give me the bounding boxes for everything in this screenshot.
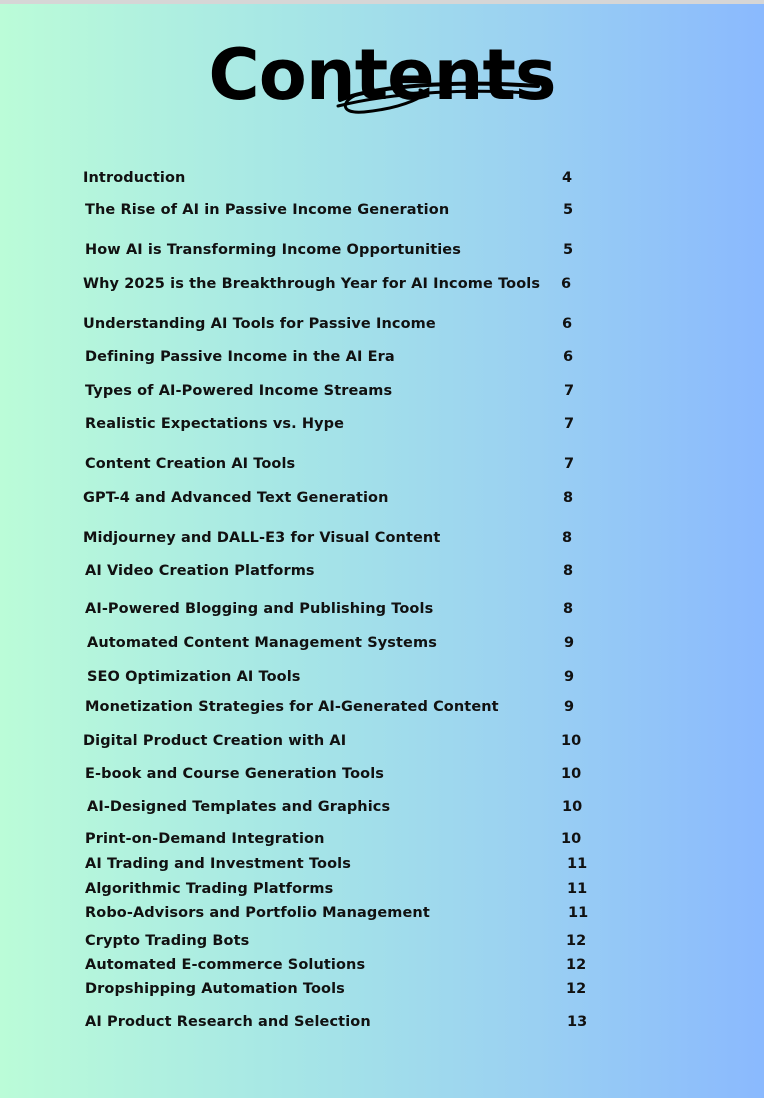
toc-entry: [0, 383, 764, 403]
toc-entry: [0, 490, 764, 510]
toc-entry-page-number: 6: [561, 276, 572, 292]
toc-entry-page-number: 10: [561, 766, 582, 782]
toc-entry-page-number: 4: [562, 170, 573, 186]
toc-entry: [0, 349, 764, 369]
toc-entry-page-number: 9: [564, 699, 575, 715]
toc-entry-title: Understanding AI Tools for Passive Income: [83, 316, 436, 332]
toc-entry: [0, 601, 764, 621]
toc-entry-page-number: 9: [564, 669, 575, 685]
toc-entry-page-number: 8: [562, 530, 573, 546]
toc-entry: [0, 635, 764, 655]
toc-entry-title: AI Video Creation Platforms: [85, 563, 315, 579]
toc-entry: [0, 1014, 764, 1034]
toc-entry-page-number: 12: [566, 957, 587, 973]
toc-entry-title: Robo-Advisors and Portfolio Management: [85, 905, 430, 921]
toc-entry: [0, 766, 764, 786]
toc-entry-title: AI-Powered Blogging and Publishing Tools: [85, 601, 434, 617]
toc-entry-title: Defining Passive Income in the AI Era: [85, 349, 395, 365]
toc-entry-title: Realistic Expectations vs. Hype: [85, 416, 345, 432]
toc-entry-page-number: 8: [563, 563, 574, 579]
toc-entry-title: AI-Designed Templates and Graphics: [87, 799, 391, 815]
toc-entry-page-number: 9: [564, 635, 575, 651]
contents-page: [0, 4, 764, 1098]
toc-entry: [0, 933, 764, 953]
toc-entry: [0, 276, 764, 296]
toc-entry-title: How AI is Transforming Income Opportunities: [85, 242, 461, 258]
toc-entry-page-number: 11: [567, 856, 588, 872]
toc-entry-title: Algorithmic Trading Platforms: [85, 881, 334, 897]
toc-entry-title: GPT-4 and Advanced Text Generation: [83, 490, 389, 506]
toc-entry-page-number: 7: [564, 416, 575, 432]
toc-entry: [0, 733, 764, 753]
toc-entry-page-number: 5: [563, 202, 574, 218]
page-title: Contents: [208, 34, 556, 116]
toc-entry: [0, 416, 764, 436]
toc-entry-page-number: 11: [567, 881, 588, 897]
toc-entry-title: Midjourney and DALL-E3 for Visual Content: [83, 530, 441, 546]
toc-entry: [0, 242, 764, 262]
toc-entry: [0, 831, 764, 851]
toc-entry-page-number: 12: [566, 981, 587, 997]
toc-entry-title: Monetization Strategies for AI-Generated Content: [85, 699, 499, 715]
toc-entry-page-number: 7: [564, 383, 575, 399]
toc-entry-page-number: 6: [563, 349, 574, 365]
toc-entry-title: SEO Optimization AI Tools: [87, 669, 301, 685]
toc-entry: [0, 699, 764, 719]
toc-entry: [0, 799, 764, 819]
toc-entry: [0, 905, 764, 925]
toc-entry: [0, 881, 764, 901]
toc-entry-title: E-book and Course Generation Tools: [85, 766, 384, 782]
toc-entry-title: Automated E-commerce Solutions: [85, 957, 366, 973]
toc-entry-page-number: 8: [563, 490, 574, 506]
toc-entry: [0, 563, 764, 583]
toc-entry-title: Dropshipping Automation Tools: [85, 981, 345, 997]
toc-entry-page-number: 8: [563, 601, 574, 617]
toc-entry: [0, 316, 764, 336]
toc-entry-page-number: 10: [562, 799, 583, 815]
toc-entry-title: AI Product Research and Selection: [85, 1014, 371, 1030]
toc-entry-title: AI Trading and Investment Tools: [85, 856, 351, 872]
toc-entry-page-number: 10: [561, 831, 582, 847]
toc-entry-page-number: 12: [566, 933, 587, 949]
toc-entry-page-number: 11: [568, 905, 589, 921]
toc-entry-title: Automated Content Management Systems: [87, 635, 437, 651]
table-of-contents: [0, 4, 764, 1098]
toc-entry: [0, 202, 764, 222]
toc-entry: [0, 981, 764, 1001]
toc-entry: [0, 856, 764, 876]
toc-entry-page-number: 13: [567, 1014, 588, 1030]
toc-entry-page-number: 10: [561, 733, 582, 749]
toc-entry-title: Crypto Trading Bots: [85, 933, 250, 949]
toc-entry: [0, 456, 764, 476]
toc-entry: [0, 530, 764, 550]
toc-entry-title: Introduction: [83, 170, 186, 186]
toc-entry-page-number: 6: [562, 316, 573, 332]
toc-entry-title: Why 2025 is the Breakthrough Year for AI Income Tools: [83, 276, 541, 292]
toc-entry-page-number: 5: [563, 242, 574, 258]
toc-entry-title: Digital Product Creation with AI: [83, 733, 347, 749]
toc-entry-title: Print-on-Demand Integration: [85, 831, 325, 847]
toc-entry-title: The Rise of AI in Passive Income Generation: [85, 202, 450, 218]
toc-entry-title: Content Creation AI Tools: [85, 456, 296, 472]
toc-entry-page-number: 7: [564, 456, 575, 472]
toc-entry: [0, 669, 764, 689]
toc-entry: [0, 170, 764, 190]
toc-entry: [0, 957, 764, 977]
toc-entry-title: Types of AI-Powered Income Streams: [85, 383, 393, 399]
